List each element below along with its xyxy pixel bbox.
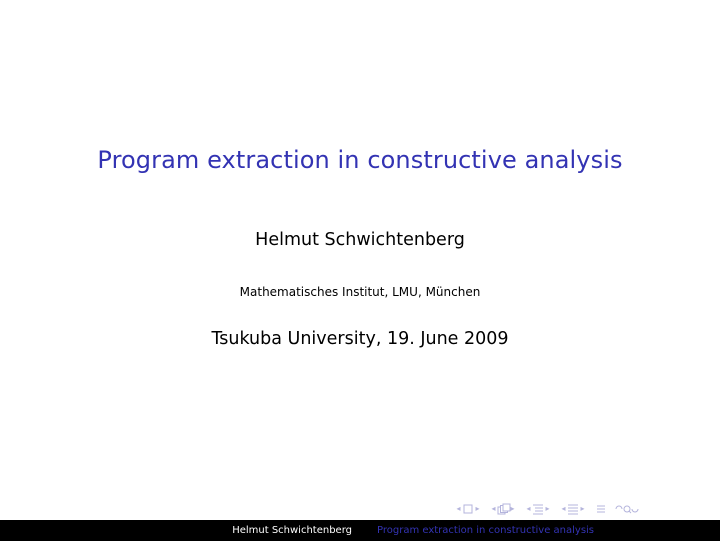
prev-slide-arrow-icon[interactable]: ◂ <box>456 504 461 513</box>
prev-section-arrow-icon[interactable]: ◂ <box>561 504 566 513</box>
subsection-nav-icon[interactable] <box>532 503 544 515</box>
section-nav <box>560 503 586 515</box>
align-icon[interactable] <box>595 503 607 515</box>
slide-title: Program extraction in constructive analysis <box>97 146 623 174</box>
date: Tsukuba University, 19. June 2009 <box>211 329 509 349</box>
frame-nav <box>490 503 516 515</box>
footer-title: Program extraction in constructive analysis <box>377 525 595 536</box>
footer-author: Helmut Schwichtenberg <box>232 525 352 536</box>
author: Helmut Schwichtenberg <box>255 230 465 250</box>
footer-title-box <box>360 520 720 541</box>
footline <box>0 520 720 541</box>
section-nav-icon[interactable] <box>567 503 579 515</box>
search-icon[interactable] <box>613 503 639 515</box>
next-section-arrow-icon[interactable]: ▸ <box>580 504 585 513</box>
slide-nav-icon[interactable] <box>462 503 474 515</box>
next-slide-arrow-icon[interactable]: ▸ <box>475 504 480 513</box>
slide-nav <box>455 503 481 515</box>
frame-nav-icon[interactable] <box>497 503 509 515</box>
prev-subsection-arrow-icon[interactable]: ◂ <box>526 504 531 513</box>
footer-author-box <box>0 520 360 541</box>
navigation-bar <box>455 502 639 516</box>
institute: Mathematisches Institut, LMU, München <box>239 285 481 299</box>
next-frame-arrow-icon[interactable]: ▸ <box>510 504 515 513</box>
prev-frame-arrow-icon[interactable]: ◂ <box>491 504 496 513</box>
subsection-nav <box>525 503 551 515</box>
nav-tools <box>595 503 639 515</box>
next-subsection-arrow-icon[interactable]: ▸ <box>545 504 550 513</box>
